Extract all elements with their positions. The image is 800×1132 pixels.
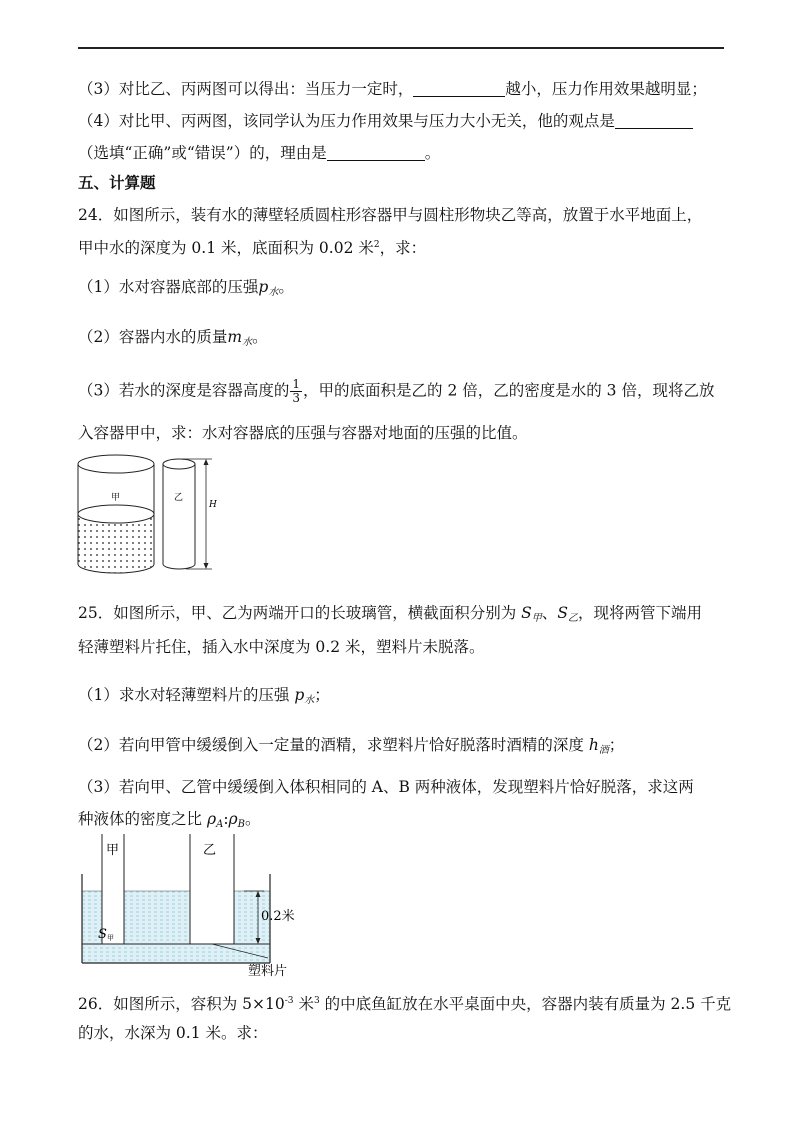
q24-part3: （3）若水的深度是容器高度的 $\frac{1}{3}$ ，甲的底面积是乙的 2 倍，乙的密度是水的 3 倍，现将乙放: [78, 377, 715, 405]
label-yi: 乙: [174, 493, 184, 503]
label-height: H: [209, 500, 217, 510]
cylinder-yi: [163, 459, 195, 569]
answer-blank[interactable]: [615, 112, 693, 129]
q24-intro: 24．如图所示，装有水的薄壁轻质圆柱形容器甲与圆柱形物块乙等高，放置于水平地面上，: [78, 206, 703, 224]
answer-blank[interactable]: [413, 80, 505, 97]
q25-figure: [76, 834, 316, 980]
header-rule: [78, 47, 724, 49]
answer-blank[interactable]: [327, 144, 425, 161]
q24-part3-cont: 入容器甲中，求：水对容器底的压强与容器对地面的压强的比值。: [78, 424, 528, 442]
q24-figure: [76, 450, 236, 578]
label-tube-jia: 甲: [106, 843, 120, 858]
q23-part4: （4）对比甲、丙两图，该同学认为压力作用效果与压力大小无关，他的观点是: [78, 110, 693, 132]
q25-intro: 25．如图所示，甲、乙为两端开口的长玻璃管，横截面积分别为 $S_甲$、$S_乙$，现将两管下端用: [78, 604, 702, 624]
q24-part1: （1）水对容器底部的压强$p_水$。: [78, 278, 294, 298]
q23-part4-cont: （选填“正确”或“错误”）的，理由是 。: [78, 144, 441, 162]
fraction: $\frac{1}{3}$: [292, 377, 301, 405]
q25-part3: （3）若向甲、乙管中缓缓倒入体积相同的 A、B 两种液体，发现塑料片恰好脱落，求这两: [78, 778, 694, 796]
q25-part2: （2）若向甲管中缓缓倒入一定量的酒精，求塑料片恰好脱落时酒精的深度 $h_酒$；: [78, 736, 625, 756]
label-plastic-sheet: 塑料片: [248, 964, 288, 979]
label-jia: 甲: [111, 493, 121, 503]
q23-part3: （3）对比乙、丙两图可以得出：当压力一定时， 越小，压力作用效果越明显；: [78, 80, 707, 98]
q25-part3-cont: 种液体的密度之比 $\rho_A:\rho_B$。: [78, 810, 261, 830]
q26-intro-cont: 的水，水深为 0.1 米。求：: [78, 1024, 268, 1042]
container-jia: [78, 455, 154, 573]
label-area-sub: 甲: [107, 934, 114, 942]
label-depth: 0.2米: [261, 909, 295, 924]
q24-part2: （2）容器内水的质量$m_水$。: [78, 328, 268, 348]
q26-intro: 26．如图所示，容积为 $5\times 10^{-3}$ 米$^3$ 的中底鱼缸放在水平桌面中央，容器内装有质量为 2.5 千克: [78, 995, 732, 1013]
section-title: 五、计算题: [78, 174, 156, 192]
q24-intro-cont: 甲中水的深度为 0.1 米，底面积为 0.02 米$^2$，求：: [78, 239, 427, 257]
q25-part1: （1）求水对轻薄塑料片的压强 $p_水$；: [78, 686, 330, 706]
label-area: S: [98, 927, 107, 942]
label-tube-yi: 乙: [203, 843, 217, 858]
q25-intro-cont: 轻薄塑料片托住，插入水中深度为 0.2 米，塑料片未脱落。: [78, 638, 485, 656]
